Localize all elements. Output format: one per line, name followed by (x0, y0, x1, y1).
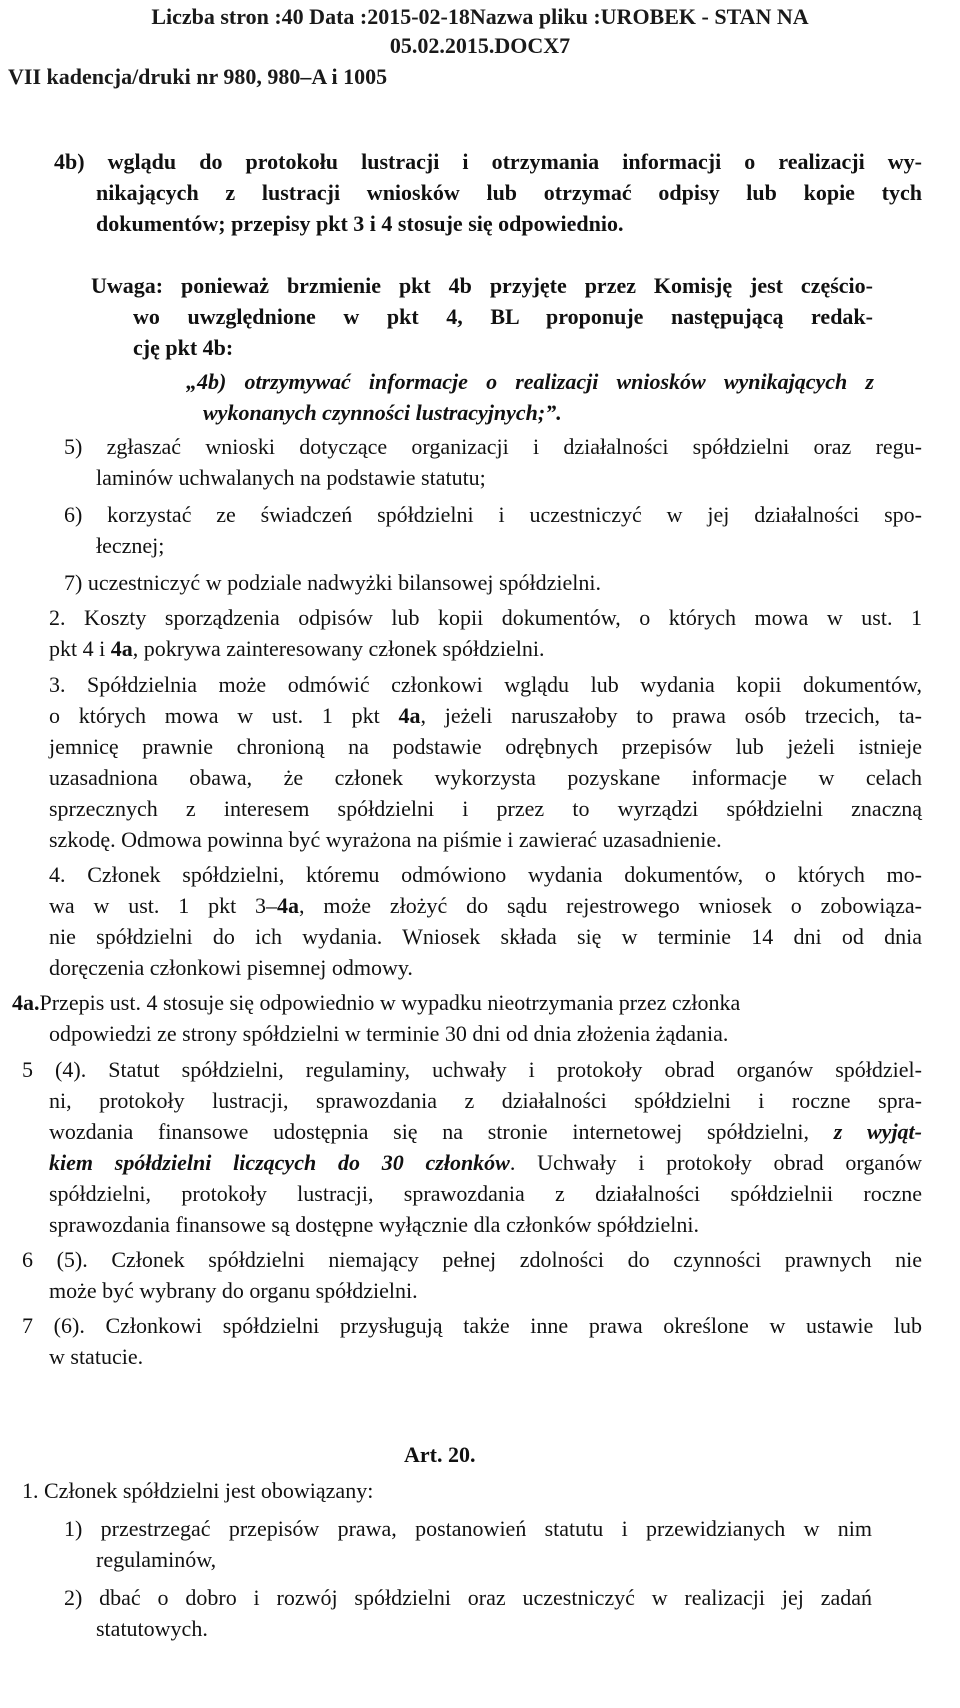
para-4-line-3: nie spółdzielni do ich wydania. Wniosek składa się w terminie 14 dni od dnia (49, 924, 922, 949)
header-line-3: VII kadencja/druki nr 980, 980–A i 1005 (8, 64, 388, 89)
para-6-line-2: może być wybrany do organu spółdzielni. (49, 1278, 418, 1303)
para-5-line-6: sprawozdania finansowe są dostępne wyłącznie dla członków spółdzielni. (49, 1212, 700, 1237)
item-4b-line-3: dokumentów; przepisy pkt 3 i 4 stosuje się odpowiednio. (96, 211, 624, 236)
para-7-line-2: w statucie. (49, 1344, 144, 1369)
para-4-line-1: 4. Członek spółdzielni, któremu odmówiono wydania dokumentów, o których mo- (49, 862, 922, 887)
note-quote-line-1: „4b) otrzymywać informacje o realizacji wniosków wynikających z (186, 369, 874, 394)
para-4a-line-1: 4a.Przepis ust. 4 stosuje się odpowiednio w wypadku nieotrzymania przez członka (12, 990, 741, 1015)
item-5-line-2: laminów uchwalanych na podstawie statutu; (96, 465, 486, 490)
para-5-line-2: ni, protokoły lustracji, sprawozdania z działalności spółdzielni i roczne spra- (49, 1088, 922, 1113)
para-2-line-2: pkt 4 i 4a, pokrywa zainteresowany członek spółdzielni. (49, 636, 545, 661)
item-7-line-1: 7) uczestniczyć w podziale nadwyżki bilansowej spółdzielni. (64, 570, 601, 595)
art-20-item-1-line-2: regulaminów, (96, 1547, 217, 1572)
para-3-line-1: 3. Spółdzielnia może odmówić członkowi wglądu lub wydania kopii dokumentów, (49, 672, 922, 697)
item-4b-line-2: nikających z lustracji wniosków lub otrzymać odpisy lub kopie tych (96, 180, 922, 205)
para-5-line-5: spółdzielni, protokoły lustracji, sprawozdania z działalności spółdzielnii roczne (49, 1181, 922, 1206)
para-4a-line-2: odpowiedzi ze strony spółdzielni w terminie 30 dni od dnia złożenia żądania. (49, 1021, 729, 1046)
para-4-line-2: wa w ust. 1 pkt 3–4a, może złożyć do sądu rejestrowego wniosek o zobowiąza- (49, 893, 922, 918)
para-3-line-2: o których mowa w ust. 1 pkt 4a, jeżeli naruszałoby to prawa osób trzecich, ta- (49, 703, 922, 728)
art-20-item-1-line-1: 1) przestrzegać przepisów prawa, postanowień statutu i przewidzianych w nim (64, 1516, 872, 1541)
item-4b-line-1: 4b) wglądu do protokołu lustracji i otrzymania informacji o realizacji wy- (54, 149, 922, 174)
para-5-line-1: 5 (4). Statut spółdzielni, regulaminy, uchwały i protokoły obrad organów spółdziel- (22, 1057, 922, 1082)
para-6-line-1: 6 (5). Członek spółdzielni niemający pełnej zdolności do czynności prawnych nie (22, 1247, 922, 1272)
note-line-3: cję pkt 4b: (133, 335, 234, 360)
para-3-line-5: sprzecznych z interesem spółdzielni i przez to wyrządzi spółdzielni znaczną (49, 796, 922, 821)
art-20-para-1: 1. Członek spółdzielni jest obowiązany: (22, 1478, 374, 1503)
note-line-2: wo uwzględnione w pkt 4, BL proponuje następującą redak- (133, 304, 873, 329)
para-3-line-4: uzasadniona obawa, że członek wykorzysta pozyskane informacje w celach (49, 765, 922, 790)
para-3-line-6: szkodę. Odmowa powinna być wyrażona na piśmie i zawierać uzasadnienie. (49, 827, 722, 852)
item-5-line-1: 5) zgłaszać wnioski dotyczące organizacji i działalności spółdzielni oraz regu- (64, 434, 922, 459)
para-4-line-4: doręczenia członkowi pisemnej odmowy. (49, 955, 413, 980)
article-title: Art. 20. (404, 1442, 476, 1467)
art-20-item-2-line-2: statutowych. (96, 1616, 208, 1641)
note-quote-line-2: wykonanych czynności lustracyjnych;”. (203, 400, 562, 425)
item-6-line-2: łecznej; (96, 533, 165, 558)
header-line-2: 05.02.2015.DOCX7 (389, 33, 571, 58)
header-line-1: Liczba stron :40 Data :2015-02-18Nazwa pliku :UROBEK - STAN NA (151, 4, 809, 29)
para-7-line-1: 7 (6). Członkowi spółdzielni przysługują także inne prawa określone w ustawie lub (22, 1313, 922, 1338)
para-3-line-3: jemnicę prawnie chronioną na podstawie odrębnych przepisów lub jeżeli istnieje (49, 734, 922, 759)
para-2-line-1: 2. Koszty sporządzenia odpisów lub kopii dokumentów, o których mowa w ust. 1 (49, 605, 922, 630)
note-line-1: Uwaga: ponieważ brzmienie pkt 4b przyjęte przez Komisję jest częścio- (91, 273, 873, 298)
para-5-line-3: wozdania finansowe udostępnia się na stronie internetowej spółdzielni, z wyjąt- (49, 1119, 922, 1144)
item-6-line-1: 6) korzystać ze świadczeń spółdzielni i uczestniczyć w jej działalności spo- (64, 502, 922, 527)
para-5-line-4: kiem spółdzielni liczących do 30 członków. Uchwały i protokoły obrad organów (49, 1150, 922, 1175)
art-20-item-2-line-1: 2) dbać o dobro i rozwój spółdzielni oraz uczestniczyć w realizacji jej zadań (64, 1585, 872, 1610)
